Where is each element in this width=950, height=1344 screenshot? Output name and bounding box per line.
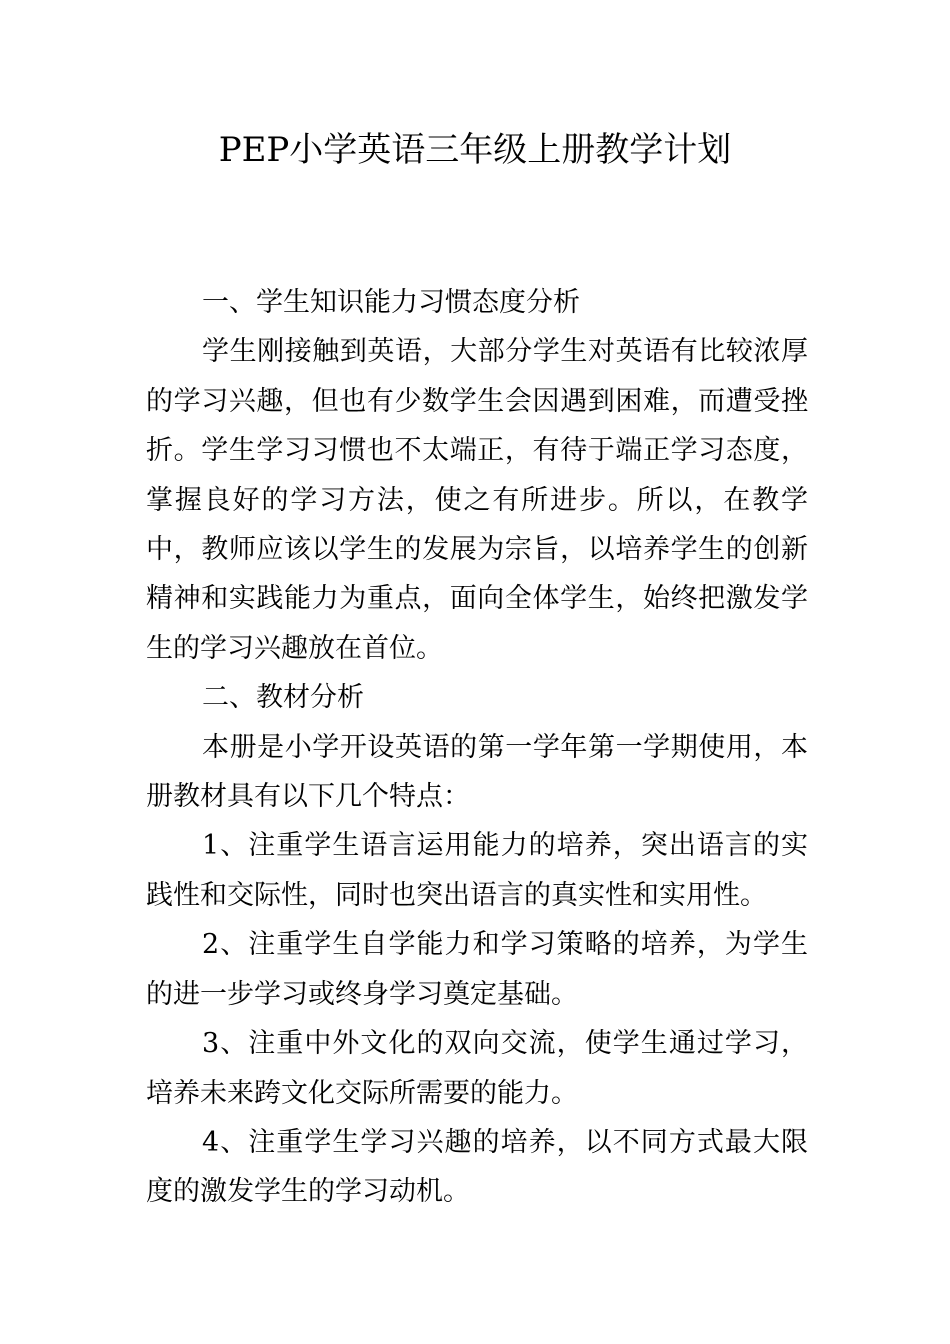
paragraph-student-analysis: 学生刚接触到英语，大部分学生对英语有比较浓厚的学习兴趣，但也有少数学生会因遇到困难，而遭受挫折。学生学习习惯也不太端正，有待于端正学习态度，掌握良好的学习方法，使之有所进步。所以，在教学中，教师应该以学生的发展为宗旨，以培养学生的创新精神和实践能力为重点，面向全体学生，始终把激发学生的学习兴趣放在首位。	[146, 336, 808, 664]
paragraph-feature-1: 1、注重学生语言运用能力的培养，突出语言的实践性和交际性，同时也突出语言的真实性和实用性。	[146, 830, 808, 911]
document-body	[146, 278, 808, 1217]
section-heading-1: 一、学生知识能力习惯态度分析	[202, 287, 580, 318]
section-heading-2: 二、教材分析	[202, 682, 364, 714]
document-title: PEP小学英语三年级上册教学计划	[218, 130, 732, 170]
paragraph-feature-3: 3、注重中外文化的双向交流，使学生通过学习，培养未来跨文化交际所需要的能力。	[146, 1028, 808, 1109]
paragraph-feature-2: 2、注重学生自学能力和学习策略的培养，为学生的进一步学习或终身学习奠定基础。	[146, 929, 808, 1010]
paragraph-feature-4: 4、注重学生学习兴趣的培养，以不同方式最大限度的激发学生的学习动机。	[146, 1126, 808, 1208]
paragraph-textbook-intro: 本册是小学开设英语的第一学年第一学期使用，本册教材具有以下几个特点：	[146, 731, 808, 813]
